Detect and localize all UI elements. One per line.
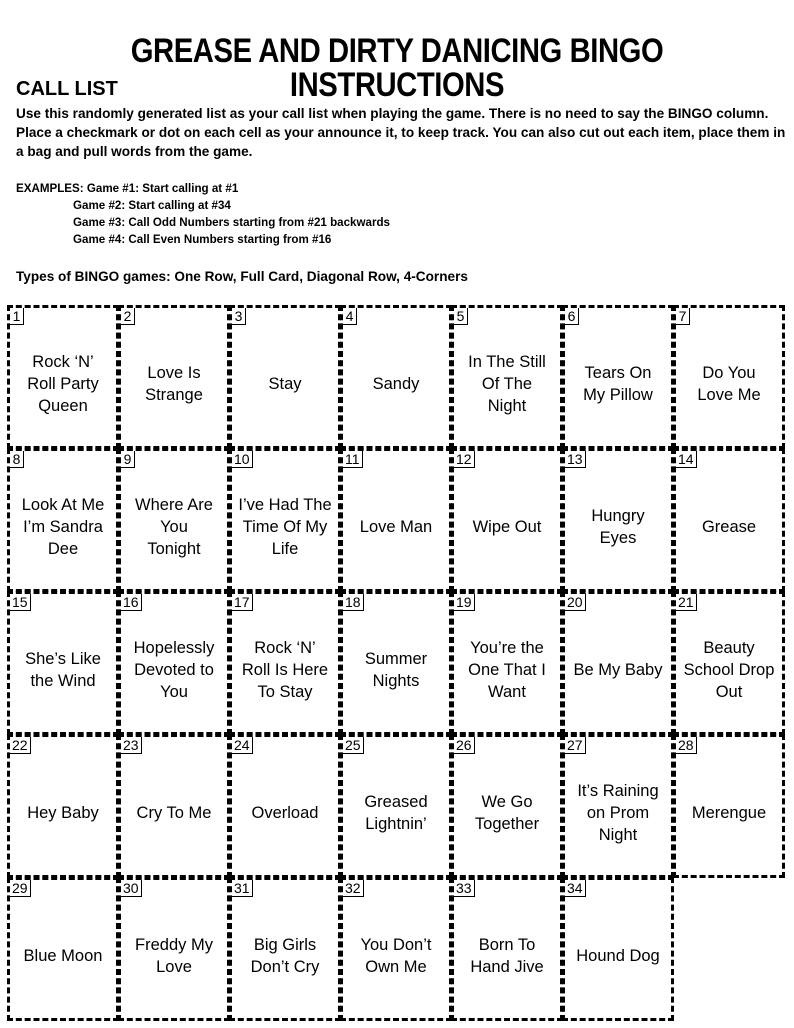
cell-song-title: It’s Raining on Prom Night bbox=[577, 782, 659, 844]
cell-song-title: Look At Me I’m Sandra Dee bbox=[21, 496, 105, 558]
cell-number: 16 bbox=[121, 594, 142, 611]
cell-song-title: In The Still Of The Night bbox=[468, 353, 546, 415]
instructions-paragraph: Use this randomly generated list as your call list when playing the game. There is no need to say the BINGO column. Place a checkmark or dot on each cell as your announce it, to keep track. You can also cut out each item, place them in a bag and pull words from the game. bbox=[16, 106, 786, 159]
cell-song-title: Beauty School Drop Out bbox=[683, 639, 775, 701]
bingo-cell bbox=[229, 448, 341, 592]
cell-song-title: Tears On My Pillow bbox=[583, 364, 653, 404]
cell-number: 21 bbox=[676, 594, 697, 611]
cell-number: 11 bbox=[343, 451, 363, 468]
cell-song-title: Hound Dog bbox=[576, 947, 660, 965]
cell-song-title: Blue Moon bbox=[23, 947, 103, 965]
bingo-cell bbox=[229, 734, 341, 878]
examples-block bbox=[16, 180, 390, 248]
page-title: GREASE AND DIRTY DANICING BINGO INSTRUCTIONS bbox=[130, 32, 664, 104]
bingo-cell bbox=[562, 877, 674, 1021]
bingo-cell bbox=[451, 734, 563, 878]
cell-song-title: I’ve Had The Time Of My Life bbox=[238, 496, 332, 558]
bingo-cell bbox=[673, 305, 785, 449]
cell-number: 26 bbox=[454, 737, 475, 754]
cell-number: 13 bbox=[565, 451, 586, 468]
bingo-cell bbox=[7, 591, 119, 735]
cell-number: 14 bbox=[676, 451, 697, 468]
cell-song-title: Merengue bbox=[691, 804, 767, 822]
cell-song-title: Do You Love Me bbox=[697, 364, 761, 404]
cell-number: 17 bbox=[232, 594, 253, 611]
bingo-cell bbox=[229, 305, 341, 449]
cell-song-title: Grease bbox=[701, 518, 757, 536]
example-line: Game #2: Start calling at #34 bbox=[73, 199, 231, 212]
cell-song-title: She’s Like the Wind bbox=[25, 650, 101, 690]
bingo-cell bbox=[673, 591, 785, 735]
cell-number: 5 bbox=[454, 308, 468, 325]
bingo-cell bbox=[451, 448, 563, 592]
cell-song-title: Sandy bbox=[372, 375, 420, 393]
cell-song-title: Cry To Me bbox=[136, 804, 212, 822]
cell-number: 33 bbox=[454, 880, 475, 897]
bingo-cell bbox=[118, 305, 230, 449]
bingo-cell bbox=[340, 877, 452, 1021]
example-line: Game #3: Call Odd Numbers starting from #21 backwards bbox=[73, 216, 390, 229]
cell-number: 30 bbox=[121, 880, 142, 897]
cell-song-title: Love Is Strange bbox=[145, 364, 203, 404]
cell-song-title: Hey Baby bbox=[27, 804, 99, 822]
cell-song-title: You’re the One That I Want bbox=[468, 639, 546, 701]
cell-number: 23 bbox=[121, 737, 142, 754]
cell-song-title: We Go Together bbox=[474, 793, 540, 833]
cell-song-title: Hungry Eyes bbox=[591, 507, 645, 547]
cell-number: 20 bbox=[565, 594, 586, 611]
bingo-cell bbox=[7, 734, 119, 878]
bingo-cell bbox=[562, 591, 674, 735]
cell-number: 3 bbox=[232, 308, 246, 325]
cell-song-title: Overload bbox=[251, 804, 319, 822]
cell-song-title: Big Girls Don’t Cry bbox=[250, 936, 320, 976]
cell-number: 24 bbox=[232, 737, 253, 754]
cell-song-title: Where Are You Tonight bbox=[135, 496, 213, 558]
cell-song-title: Rock ‘N’ Roll Is Here To Stay bbox=[241, 639, 329, 701]
call-list-grid bbox=[7, 305, 784, 1020]
bingo-cell bbox=[118, 448, 230, 592]
bingo-cell bbox=[451, 877, 563, 1021]
cell-number: 28 bbox=[676, 737, 697, 754]
cell-song-title: Greased Lightnin’ bbox=[364, 793, 428, 833]
cell-song-title: Summer Nights bbox=[364, 650, 428, 690]
bingo-cell bbox=[229, 591, 341, 735]
cell-number: 12 bbox=[454, 451, 475, 468]
cell-song-title: Wipe Out bbox=[472, 518, 542, 536]
cell-number: 8 bbox=[10, 451, 24, 468]
cell-number: 34 bbox=[565, 880, 586, 897]
bingo-cell bbox=[229, 877, 341, 1021]
cell-number: 22 bbox=[10, 737, 31, 754]
bingo-cell bbox=[7, 448, 119, 592]
game-types-text: Types of BINGO games: One Row, Full Card, Diagonal Row, 4-Corners bbox=[16, 269, 468, 284]
cell-number: 29 bbox=[10, 880, 31, 897]
bingo-cell bbox=[340, 448, 452, 592]
cell-number: 9 bbox=[121, 451, 135, 468]
cell-number: 10 bbox=[232, 451, 253, 468]
cell-number: 1 bbox=[10, 308, 24, 325]
cell-song-title: Rock ‘N’ Roll Party Queen bbox=[27, 353, 99, 415]
bingo-cell bbox=[451, 305, 563, 449]
cell-song-title: Freddy My Love bbox=[135, 936, 213, 976]
bingo-cell bbox=[562, 305, 674, 449]
cell-song-title: You Don’t Own Me bbox=[360, 936, 432, 976]
bingo-cell bbox=[340, 734, 452, 878]
bingo-cell bbox=[562, 734, 674, 878]
bingo-cell bbox=[562, 448, 674, 592]
example-line: Game #4: Call Even Numbers starting from #16 bbox=[73, 233, 332, 246]
bingo-cell bbox=[118, 877, 230, 1021]
bingo-cell bbox=[118, 591, 230, 735]
cell-number: 2 bbox=[121, 308, 135, 325]
section-heading: CALL LIST bbox=[16, 78, 118, 100]
bingo-cell bbox=[451, 591, 563, 735]
cell-number: 32 bbox=[343, 880, 364, 897]
cell-number: 4 bbox=[343, 308, 357, 325]
cell-number: 15 bbox=[10, 594, 31, 611]
cell-song-title: Born To Hand Jive bbox=[470, 936, 544, 976]
cell-song-title: Be My Baby bbox=[573, 661, 663, 679]
bingo-cell bbox=[118, 734, 230, 878]
cell-number: 7 bbox=[676, 308, 690, 325]
cell-number: 27 bbox=[565, 737, 586, 754]
cell-number: 6 bbox=[565, 308, 579, 325]
bingo-cell bbox=[340, 591, 452, 735]
bingo-cell bbox=[673, 734, 785, 878]
cell-song-title: Hopelessly Devoted to You bbox=[133, 639, 215, 701]
cell-number: 31 bbox=[232, 880, 253, 897]
bingo-cell bbox=[7, 305, 119, 449]
cell-number: 18 bbox=[343, 594, 364, 611]
cell-number: 19 bbox=[454, 594, 475, 611]
example-line: EXAMPLES: Game #1: Start calling at #1 bbox=[16, 182, 239, 195]
cell-song-title: Stay bbox=[268, 375, 302, 393]
cell-number: 25 bbox=[343, 737, 364, 754]
bingo-cell bbox=[340, 305, 452, 449]
bingo-cell bbox=[673, 448, 785, 592]
cell-song-title: Love Man bbox=[359, 518, 433, 536]
bingo-cell bbox=[7, 877, 119, 1021]
